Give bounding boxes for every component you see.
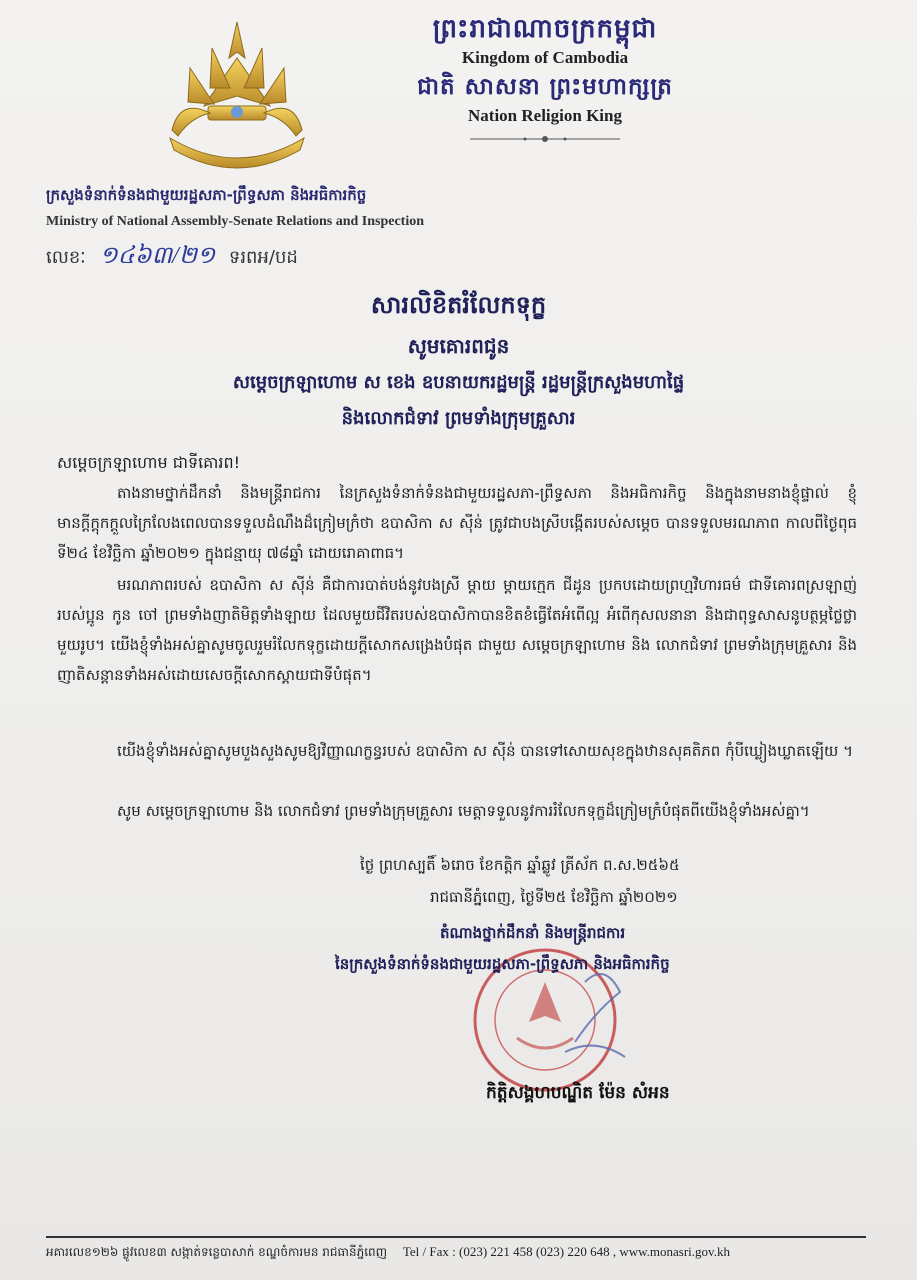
body-paragraph-2: មរណភាពរបស់ ឧបាសិកា ស ស៊ីន់ គឺជាការបាត់បង់នូវបងស្រី ម្តាយ ម្តាយក្មេក ជីដូន ប្រកបដោយព្រហ្មវិហារធម៌ ជាទីគោរពស្រឡាញ់របស់ប្អូន កូន ចៅ ព្រមទាំងញាតិមិត្តទាំងឡាយ ដែលមួយជីវិតរបស់ឧបាសិកាបានខិតខំធ្វើតែអំពើល្អ អំពើកុសលនានា និងជាពុទ្ធសាសនូបត្ថម្ភថ្លៃថ្លាមួយរូប។ យើងខ្ញុំទាំងអស់គ្នាសូមចូលរួមរំលែកទុក្ខដោយក្តីសោកសង្រេងបំផុត ជាមួយ សម្តេចក្រឡាហោម និង លោកជំទាវ ព្រមទាំងក្រុមគ្រួសារ និងញាតិសន្តានទាំងអស់ដោយសេចក្តីសោកស្តាយជាទីបំផុត។ [57, 576, 857, 684]
footer-contact: Tel / Fax : (023) 221 458 (023) 220 648 , www.monasri.gov.kh [402, 1244, 730, 1259]
kingdom-header [395, 12, 695, 148]
reference-line [46, 240, 298, 275]
addressee-line-1: សម្តេចក្រឡាហោម ស ខេង ឧបនាយករដ្ឋមន្ត្រី រដ្ឋមន្ត្រីក្រសួងមហាផ្ទៃ [232, 372, 685, 393]
signature-title-1: តំណាងថ្នាក់ដឹកនាំ និងមន្ត្រីរាជការ [440, 924, 626, 942]
footer-divider [46, 1236, 866, 1238]
salutation: សម្តេចក្រឡាហោម ជាទីគោរព! [57, 453, 241, 472]
footer [46, 1244, 876, 1262]
reference-label: លេខៈ [46, 247, 86, 268]
ministry-name-en: Ministry of National Assembly-Senate Relations and Inspection [46, 214, 425, 229]
body-paragraph-1: តាងនាមថ្នាក់ដឹកនាំ និងមន្ត្រីរាជការ នៃក្រសួងទំនាក់ទំនងជាមួយរដ្ឋសភា-ព្រឹទ្ធសភា និងអធិការកិច្ច និងក្នុងនាមនាងខ្ញុំផ្ទាល់ ខ្ញុំមានក្តីក្តុកក្តួលក្រៃលែងពេលបានទទួលដំណឹងដ៏ក្រៀមក្រំថា ឧបាសិកា ស ស៊ីន់ ត្រូវជាបងស្រីបង្កើតរបស់សម្តេច បានទទួលមរណភាព កាលពីថ្ងៃពុធ ទី២៤ ខែវិច្ឆិកា ឆ្នាំ២០២១ ក្នុងជន្មាយុ ៧៨ឆ្នាំ ដោយរោគាពាធ។ [57, 484, 857, 562]
lunar-date: ថ្ងៃ ព្រហស្បតិ៍ ៦រោច ខែកត្តិក ឆ្នាំឆ្លូវ ត្រីស័ក ព.ស.២៥៦៥ [360, 856, 680, 874]
kingdom-en: Kingdom of Cambodia [461, 48, 629, 67]
footer-address: អគារលេខ១២៦ ផ្លូវលេខ៣ សង្កាត់ទន្លេបាសាក់ ខណ្ឌចំការមន រាជធានីភ្នំពេញ [46, 1245, 388, 1259]
motto-kh: ជាតិ សាសនា ព្រះមហាក្សត្រ [417, 74, 673, 100]
addressee-intro: សូមគោរពជូន [407, 334, 510, 358]
letter-title: សារលិខិតរំលែកទុក្ខ [370, 291, 547, 319]
ministry-name-kh: ក្រសួងទំនាក់ទំនងជាមួយរដ្ឋសភា-ព្រឹទ្ធសភា និងអធិការកិច្ច [46, 186, 367, 204]
motto-en: Nation Religion King [468, 106, 622, 125]
body-paragraph-3: យើងខ្ញុំទាំងអស់គ្នាសូមបួងសួងសូមឱ្យវិញ្ញាណក្ខន្ធរបស់ ឧបាសិកា ស ស៊ីន់ បានទៅសោយសុខក្នុងឋានសុគតិភព កុំបីឃ្លៀងឃ្លាតឡើយ ។ [117, 742, 853, 760]
reference-code: ទរពអ/បដ [228, 247, 298, 268]
kingdom-kh: ព្រះរាជាណាចក្រកម្ពុជា [432, 14, 658, 44]
body-paragraph-4: សូម សម្តេចក្រឡាហោម និង លោកជំទាវ ព្រមទាំងក្រុមគ្រួសារ មេត្តាទទួលនូវការរំលែកទុក្ខដ៏ក្រៀមក្រំបំផុតពីយើងខ្ញុំទាំងអស់គ្នា។ [117, 802, 810, 820]
solar-date: រាជធានីភ្នំពេញ, ថ្ងៃទី២៥ ខែវិច្ឆិកា ឆ្នាំ២០២១ [430, 888, 678, 906]
signature-title-2: នៃក្រសួងទំនាក់ទំនងជាមួយរដ្ឋសភា-ព្រឹទ្ធសភា និងអធិការកិច្ច [335, 955, 670, 973]
ministry-emblem-icon [150, 18, 325, 178]
ornament-divider [470, 134, 620, 144]
addressee-line-2: និងលោកជំទាវ ព្រមទាំងក្រុមគ្រួសារ [341, 408, 576, 429]
signer-name: កិត្តិសង្គហបណ្ឌិត ម៉ែន សំអន [486, 1083, 670, 1103]
reference-number: ១៤៦៣/២១ [99, 243, 216, 269]
